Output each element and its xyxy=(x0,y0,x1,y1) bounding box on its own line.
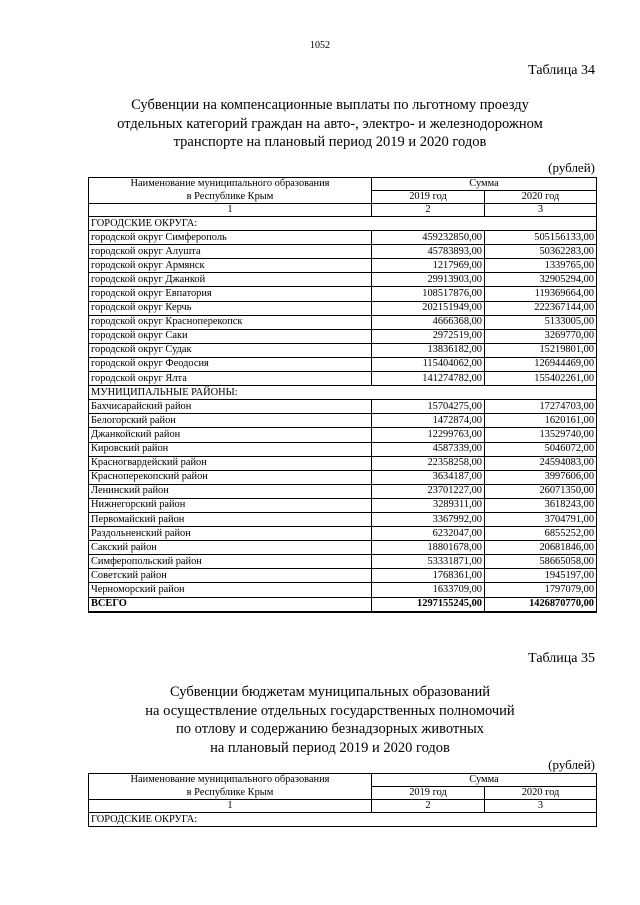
table-row xyxy=(89,541,597,555)
row-name-cell: Ленинский район xyxy=(89,484,372,498)
colnum-cell: 1 xyxy=(89,800,372,813)
header-year1-cell: 2019 год xyxy=(372,787,485,800)
table-row xyxy=(89,287,597,301)
header-name-line1: Наименование муниципального образования xyxy=(130,774,330,785)
row-value-cell-2019: 18801678,00 xyxy=(372,541,485,555)
row-value-cell-2019: 1768361,00 xyxy=(372,569,485,583)
row-value-cell-2020: 6855252,00 xyxy=(485,527,597,541)
table-row xyxy=(89,527,597,541)
section-cell: ГОРОДСКИЕ ОКРУГА: xyxy=(89,813,597,827)
header-sum-cell: Сумма xyxy=(372,774,597,787)
row-name-cell: городской округ Ялта xyxy=(89,372,372,386)
table-row xyxy=(89,301,597,315)
table-row xyxy=(89,259,597,273)
header-year1-cell: 2019 год xyxy=(372,191,485,204)
colnum-cell: 1 xyxy=(89,204,372,217)
row-value-cell-2019: 3289311,00 xyxy=(372,498,485,512)
row-value-cell-2020: 3997606,00 xyxy=(485,470,597,484)
row-value-cell-2020: 1945197,00 xyxy=(485,569,597,583)
row-name-cell: городской округ Джанкой xyxy=(89,273,372,287)
row-value-cell-2020: 20681846,00 xyxy=(485,541,597,555)
row-value-cell-2020: 58665058,00 xyxy=(485,555,597,569)
table35-units: (рублей) xyxy=(548,757,595,772)
header-year2-cell: 2020 год xyxy=(485,787,597,800)
table-row xyxy=(89,357,597,371)
header-name-cell xyxy=(89,774,372,800)
row-value-cell-2020: 1620161,00 xyxy=(485,414,597,428)
table-row xyxy=(89,569,597,583)
total-2019-cell: 1297155245,00 xyxy=(372,597,485,612)
row-value-cell-2020: 32905294,00 xyxy=(485,273,597,287)
table-row xyxy=(89,315,597,329)
table34-header-row xyxy=(89,178,597,191)
section-cell: МУНИЦИПАЛЬНЫЕ РАЙОНЫ: xyxy=(89,386,597,400)
row-value-cell-2020: 26071350,00 xyxy=(485,484,597,498)
row-name-cell: городской округ Керчь xyxy=(89,301,372,315)
table35-label: Таблица 35 xyxy=(528,651,595,666)
section-row-city-districts xyxy=(89,813,597,827)
table-row xyxy=(89,414,597,428)
row-value-cell-2020: 222367144,00 xyxy=(485,301,597,315)
table-row xyxy=(89,442,597,456)
row-name-cell: Джанкойский район xyxy=(89,428,372,442)
row-value-cell-2019: 1633709,00 xyxy=(372,583,485,597)
row-value-cell-2020: 3269770,00 xyxy=(485,329,597,343)
row-value-cell-2019: 29913903,00 xyxy=(372,273,485,287)
row-name-cell: Раздольненский район xyxy=(89,527,372,541)
row-name-cell: городской округ Симферополь xyxy=(89,231,372,245)
row-name-cell: городской округ Феодосия xyxy=(89,357,372,371)
table35-title-line: Субвенции бюджетам муниципальных образований xyxy=(169,684,491,700)
colnum-cell: 3 xyxy=(485,800,597,813)
row-name-cell: Кировский район xyxy=(89,442,372,456)
row-name-cell: Нижнегорский район xyxy=(89,498,372,512)
header-name-cell xyxy=(89,178,372,204)
colnum-cell: 2 xyxy=(372,204,485,217)
row-value-cell-2019: 22358258,00 xyxy=(372,456,485,470)
row-name-cell: городской округ Армянск xyxy=(89,259,372,273)
header-name-line2: в Республике Крым xyxy=(186,786,274,798)
table-row xyxy=(89,498,597,512)
row-value-cell-2019: 115404062,00 xyxy=(372,357,485,371)
section-row-city-districts xyxy=(89,217,597,231)
table35-title-line: на осуществление отдельных государственных полномочий xyxy=(145,702,515,719)
table34-title-line: отдельных категорий граждан на авто-, электро- и железнодорожном xyxy=(117,115,543,132)
row-value-cell-2019: 141274782,00 xyxy=(372,372,485,386)
table35-colnum-row xyxy=(89,800,597,813)
table34-label: Таблица 34 xyxy=(528,63,595,78)
row-value-cell-2019: 6232047,00 xyxy=(372,527,485,541)
table34-units: (рублей) xyxy=(548,160,595,175)
total-2020-cell: 1426870770,00 xyxy=(485,597,597,612)
row-value-cell-2020: 17274703,00 xyxy=(485,400,597,414)
table-row xyxy=(89,512,597,526)
row-value-cell-2020: 5133005,00 xyxy=(485,315,597,329)
table34-title-line: Субвенции на компенсационные выплаты по льготному проезду xyxy=(131,97,529,113)
row-value-cell-2020: 24594083,00 xyxy=(485,456,597,470)
row-value-cell-2019: 12299763,00 xyxy=(372,428,485,442)
table-row xyxy=(89,273,597,287)
row-value-cell-2020: 15219801,00 xyxy=(485,343,597,357)
row-value-cell-2020: 5046072,00 xyxy=(485,442,597,456)
row-name-cell: Симферопольский район xyxy=(89,555,372,569)
header-sum-cell: Сумма xyxy=(372,178,597,191)
table-row xyxy=(89,484,597,498)
row-value-cell-2020: 1797079,00 xyxy=(485,583,597,597)
row-value-cell-2019: 1472874,00 xyxy=(372,414,485,428)
total-label-cell: ВСЕГО xyxy=(89,597,372,612)
row-value-cell-2020: 126944469,00 xyxy=(485,357,597,371)
table-row xyxy=(89,428,597,442)
table-row xyxy=(89,555,597,569)
row-value-cell-2019: 45783893,00 xyxy=(372,245,485,259)
table34-title xyxy=(70,96,590,152)
row-name-cell: Белогорский район xyxy=(89,414,372,428)
table-row xyxy=(89,231,597,245)
table35-header-row xyxy=(89,774,597,787)
table-row xyxy=(89,343,597,357)
row-value-cell-2019: 202151949,00 xyxy=(372,301,485,315)
row-value-cell-2020: 155402261,00 xyxy=(485,372,597,386)
row-value-cell-2019: 13836182,00 xyxy=(372,343,485,357)
row-value-cell-2020: 3704791,00 xyxy=(485,512,597,526)
row-value-cell-2019: 4666368,00 xyxy=(372,315,485,329)
table-row xyxy=(89,329,597,343)
colnum-cell: 2 xyxy=(372,800,485,813)
row-name-cell: городской округ Евпатория xyxy=(89,287,372,301)
row-value-cell-2019: 3634187,00 xyxy=(372,470,485,484)
row-name-cell: городской округ Алушта xyxy=(89,245,372,259)
table-row xyxy=(89,245,597,259)
row-name-cell: Красноперекопский район xyxy=(89,470,372,484)
table35-title-line: по отлову и содержанию безнадзорных животных xyxy=(176,721,484,737)
row-value-cell-2019: 2972519,00 xyxy=(372,329,485,343)
row-value-cell-2019: 4587339,00 xyxy=(372,442,485,456)
row-value-cell-2020: 119369664,00 xyxy=(485,287,597,301)
table34 xyxy=(88,177,597,613)
row-value-cell-2020: 505156133,00 xyxy=(485,231,597,245)
row-value-cell-2019: 459232850,00 xyxy=(372,231,485,245)
total-row xyxy=(89,597,597,612)
table35 xyxy=(88,773,597,827)
row-value-cell-2019: 15704275,00 xyxy=(372,400,485,414)
section-row-municipal-districts xyxy=(89,386,597,400)
row-value-cell-2019: 53331871,00 xyxy=(372,555,485,569)
table35-title-line: на плановый период 2019 и 2020 годов xyxy=(210,739,450,756)
row-value-cell-2019: 1217969,00 xyxy=(372,259,485,273)
header-name-line2: в Республике Крым xyxy=(186,190,274,202)
page-number: 1052 xyxy=(310,40,330,51)
row-value-cell-2020: 3618243,00 xyxy=(485,498,597,512)
row-name-cell: Бахчисарайский район xyxy=(89,400,372,414)
row-value-cell-2020: 13529740,00 xyxy=(485,428,597,442)
row-value-cell-2019: 108517876,00 xyxy=(372,287,485,301)
row-name-cell: Черноморский район xyxy=(89,583,372,597)
table34-title-line: транспорте на плановый период 2019 и 2020 годов xyxy=(173,134,487,150)
table35-title xyxy=(70,683,590,757)
header-name-line1: Наименование муниципального образования xyxy=(130,178,330,189)
row-name-cell: городской округ Красноперекопск xyxy=(89,315,372,329)
table34-colnum-row xyxy=(89,204,597,217)
table-row xyxy=(89,583,597,597)
row-name-cell: Сакский район xyxy=(89,541,372,555)
row-value-cell-2019: 3367992,00 xyxy=(372,512,485,526)
table-row xyxy=(89,372,597,386)
row-value-cell-2019: 23701227,00 xyxy=(372,484,485,498)
row-name-cell: Первомайский район xyxy=(89,512,372,526)
table-row xyxy=(89,400,597,414)
row-value-cell-2020: 50362283,00 xyxy=(485,245,597,259)
row-name-cell: городской округ Судак xyxy=(89,343,372,357)
section-cell: ГОРОДСКИЕ ОКРУГА: xyxy=(89,217,597,231)
table-row xyxy=(89,456,597,470)
row-name-cell: городской округ Саки xyxy=(89,329,372,343)
row-name-cell: Красногвардейский район xyxy=(89,456,372,470)
header-year2-cell: 2020 год xyxy=(485,191,597,204)
colnum-cell: 3 xyxy=(485,204,597,217)
table-row xyxy=(89,470,597,484)
row-name-cell: Советский район xyxy=(89,569,372,583)
row-value-cell-2020: 1339765,00 xyxy=(485,259,597,273)
